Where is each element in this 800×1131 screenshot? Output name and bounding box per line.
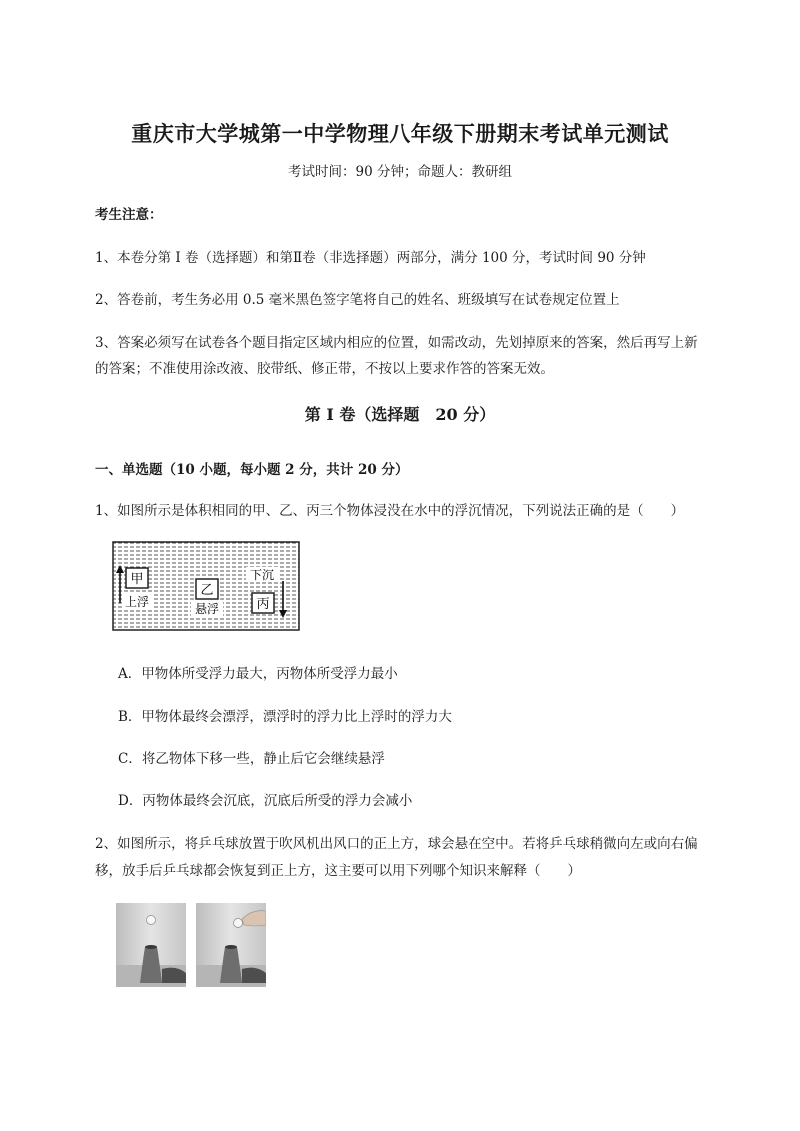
ping-pong-ball <box>234 919 243 928</box>
label-yi: 乙 <box>200 583 214 598</box>
label-shangfu: 上浮 <box>124 595 150 609</box>
label-xiachen: 下沉 <box>249 568 275 582</box>
label-jia: 甲 <box>130 572 144 587</box>
page-title: 重庆市大学城第一中学物理八年级下册期末考试单元测试 <box>131 121 669 146</box>
notice-item-1: 1、本卷分第 I 卷（选择题）和第Ⅱ卷（非选择题）两部分，满分 100 分，考试时间 90 分钟 <box>95 250 646 266</box>
question-1-stem: 1、如图所示是体积相同的甲、乙、丙三个物体浸没在水中的浮沉情况，下列说法正确的是（ ） <box>95 503 685 519</box>
ping-pong-ball <box>147 916 156 925</box>
question-2-stem-line-2: 移，放手后乒乓球都会恢复到正上方，这主要可以用下列哪个知识来解释（ ） <box>95 863 581 879</box>
notice-item-3: 3、答案必须写在试卷各个题目指定区域内相应的位置，如需改动，先划掉原来的答案，然后再写上新 <box>95 335 698 351</box>
q1-option-c: C．将乙物体下移一些，静止后它会继续悬浮 <box>118 751 385 767</box>
q1-option-b: B．甲物体最终会漂浮，漂浮时的浮力比上浮时的浮力大 <box>118 709 452 725</box>
label-xuanfu: 悬浮 <box>194 602 220 616</box>
q1-option-a: A．甲物体所受浮力最大，丙物体所受浮力最小 <box>118 666 398 682</box>
q1-option-d: D．丙物体最终会沉底，沉底后所受的浮力会减小 <box>118 793 413 809</box>
part-title: 一、单选题（10 小题，每小题 2 分，共计 20 分） <box>95 462 409 478</box>
section-title: 第 I 卷（选择题 20 分） <box>304 405 496 424</box>
notice-heading: 考生注意： <box>95 207 163 223</box>
hair-dryer-photo-2 <box>196 903 266 987</box>
exam-subtitle: 考试时间：90 分钟；命题人：教研组 <box>288 164 512 180</box>
notice-item-2: 2、答卷前，考生务必用 0.5 毫米黑色签字笔将自己的姓名、班级填写在试卷规定位置上 <box>95 292 620 308</box>
question-2-stem-line-1: 2、如图所示，将乒乓球放置于吹风机出风口的正上方，球会悬在空中。若将乒乓球稍微向左或向右偏 <box>95 836 698 852</box>
hair-dryer-photo-1 <box>116 903 186 987</box>
buoyancy-figure <box>112 541 300 631</box>
notice-item-3-cont: 的答案；不准使用涂改液、胶带纸、修正带，不按以上要求作答的答案无效。 <box>95 361 554 377</box>
label-bing: 丙 <box>256 597 270 612</box>
